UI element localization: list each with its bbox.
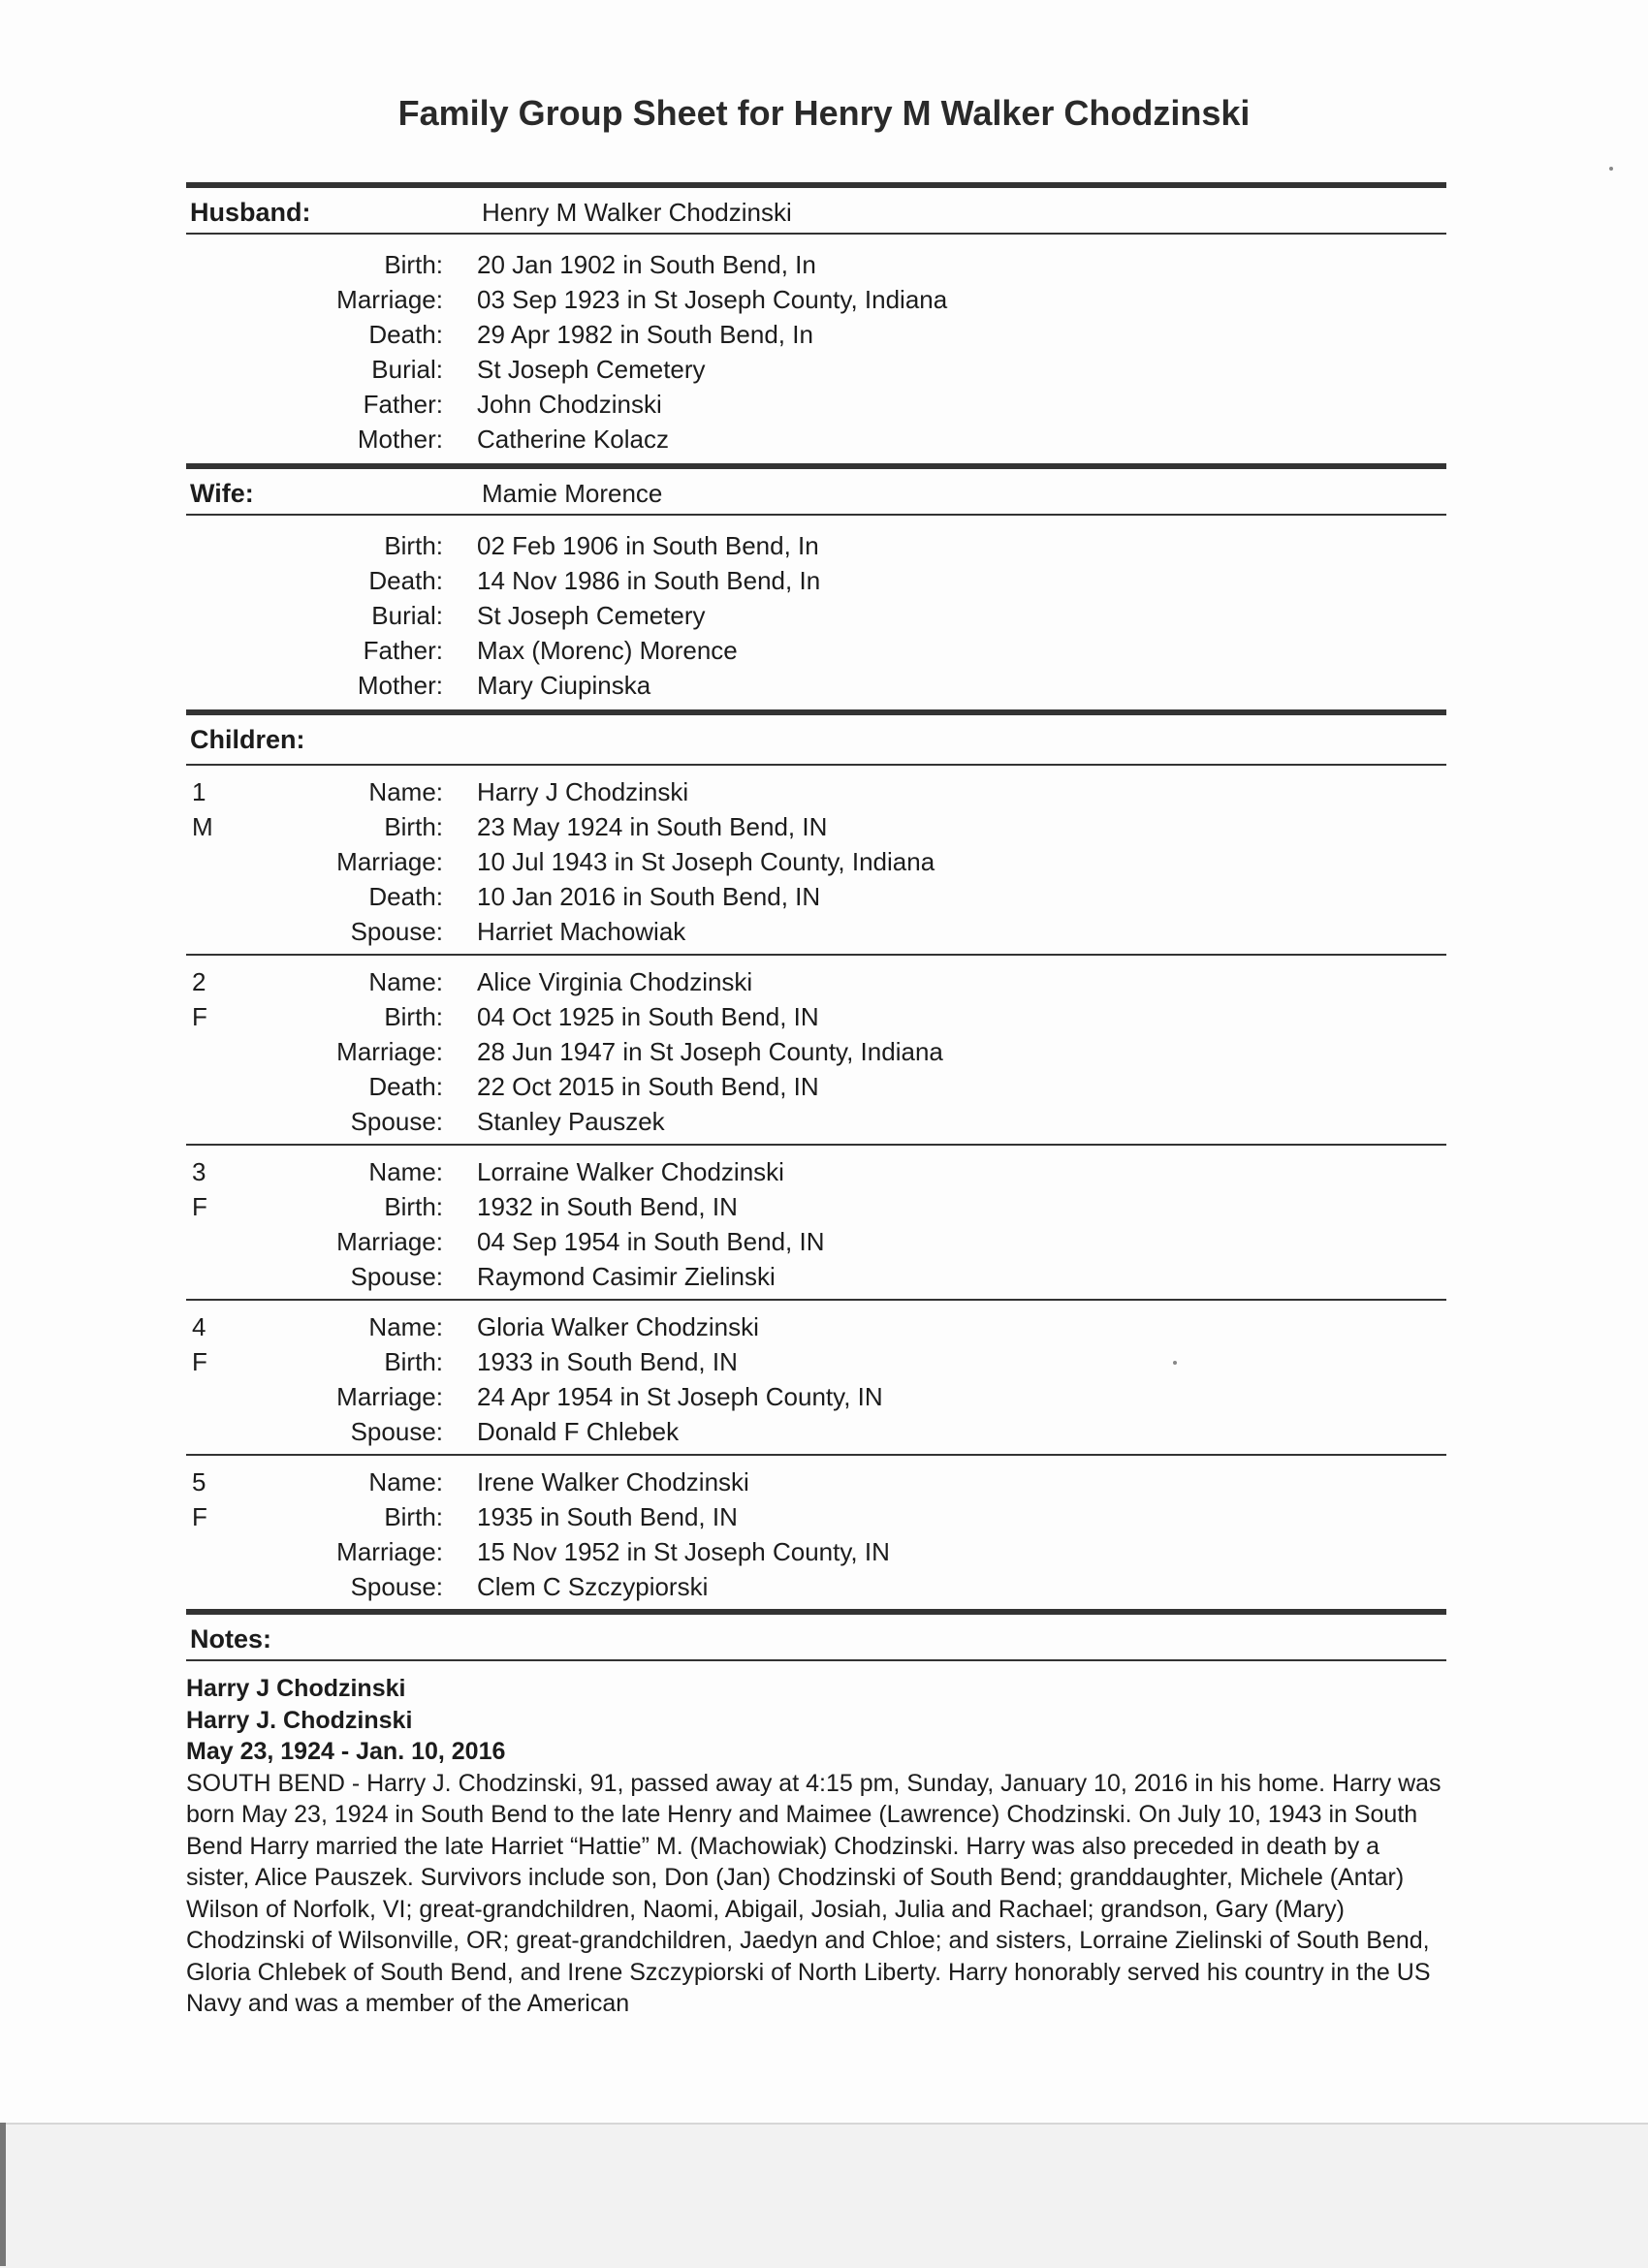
event-row (186, 667, 1446, 702)
event-row (186, 913, 1446, 948)
event-value: Stanley Pauszek (477, 1107, 665, 1136)
event-label: Name: (368, 777, 443, 806)
event-label: Death: (368, 882, 443, 911)
event-label: Mother: (357, 671, 443, 700)
event-row (186, 386, 1446, 421)
event-value: Irene Walker Chodzinski (477, 1467, 749, 1496)
child-sex: F (192, 1502, 207, 1531)
event-label: Birth: (384, 1002, 443, 1031)
scan-speck (1609, 167, 1613, 171)
event-label: Death: (368, 1072, 443, 1101)
event-label: Marriage: (336, 1382, 443, 1411)
event-value: Clem C Szczypiorski (477, 1572, 709, 1601)
event-label: Name: (368, 1467, 443, 1496)
child-sex: F (192, 1002, 207, 1031)
child-entry (186, 1146, 1446, 1299)
event-value: Mary Ciupinska (477, 671, 651, 700)
event-row (186, 597, 1446, 632)
children-header (186, 715, 1446, 764)
event-value: 10 Jul 1943 in St Joseph County, Indiana (477, 847, 935, 876)
child-entry (186, 1456, 1446, 1609)
event-row (186, 1308, 1446, 1343)
event-value: 23 May 1924 in South Bend, IN (477, 812, 828, 841)
event-value: Donald F Chlebek (477, 1417, 680, 1446)
child-number: 1 (192, 777, 206, 806)
child-entry (186, 956, 1446, 1144)
event-label: Marriage: (336, 1227, 443, 1256)
event-value: Lorraine Walker Chodzinski (477, 1157, 784, 1186)
event-row (186, 1103, 1446, 1138)
event-value: Catherine Kolacz (477, 425, 669, 454)
event-label: Father: (363, 636, 443, 665)
notes-header (186, 1615, 1446, 1659)
event-label: Mother: (357, 425, 443, 454)
event-value: John Chodzinski (477, 390, 662, 419)
event-label: Spouse: (350, 1572, 443, 1601)
event-row (186, 527, 1446, 562)
event-row (186, 808, 1446, 843)
notes-subject: Harry J Chodzinski (186, 1675, 406, 1702)
obituary-dates: May 23, 1924 - Jan. 10, 2016 (186, 1738, 506, 1765)
event-row (186, 1188, 1446, 1223)
event-value: 20 Jan 1902 in South Bend, In (477, 250, 816, 279)
event-row (186, 1378, 1446, 1413)
event-value: St Joseph Cemetery (477, 601, 706, 630)
event-row (186, 1413, 1446, 1448)
event-row (186, 246, 1446, 281)
event-value: 1933 in South Bend, IN (477, 1347, 738, 1376)
event-row (186, 562, 1446, 597)
event-label: Burial: (371, 601, 443, 630)
event-value: 14 Nov 1986 in South Bend, In (477, 566, 821, 595)
event-label: Birth: (384, 812, 443, 841)
event-row (186, 878, 1446, 913)
event-value: 22 Oct 2015 in South Bend, IN (477, 1072, 819, 1101)
family-group-sheet (186, 182, 1446, 2020)
event-value: 15 Nov 1952 in St Joseph County, IN (477, 1537, 890, 1566)
event-value: 29 Apr 1982 in South Bend, In (477, 320, 813, 349)
event-label: Burial: (371, 355, 443, 384)
event-label: Spouse: (350, 1107, 443, 1136)
event-value: 03 Sep 1923 in St Joseph County, Indiana (477, 285, 948, 314)
event-row (186, 1343, 1446, 1378)
event-label: Marriage: (336, 847, 443, 876)
scan-speck (1173, 1361, 1177, 1365)
event-label: Birth: (384, 1502, 443, 1531)
event-row (186, 281, 1446, 316)
child-entry (186, 1301, 1446, 1454)
event-row (186, 1464, 1446, 1498)
event-label: Birth: (384, 1347, 443, 1376)
event-label: Birth: (384, 1192, 443, 1221)
child-sex: F (192, 1347, 207, 1376)
event-row (186, 1498, 1446, 1533)
event-label: Spouse: (350, 1417, 443, 1446)
child-sex: F (192, 1192, 207, 1221)
event-row (186, 1568, 1446, 1603)
event-label: Spouse: (350, 917, 443, 946)
husband-header (186, 188, 1446, 233)
event-row (186, 1068, 1446, 1103)
event-row (186, 632, 1446, 667)
event-value: 04 Sep 1954 in South Bend, IN (477, 1227, 825, 1256)
event-value: Alice Virginia Chodzinski (477, 967, 753, 996)
event-label: Marriage: (336, 1537, 443, 1566)
notes-body (186, 1661, 1446, 2020)
event-row (186, 316, 1446, 351)
event-row (186, 1033, 1446, 1068)
child-number: 4 (192, 1312, 206, 1341)
event-row (186, 843, 1446, 878)
event-row (186, 998, 1446, 1033)
wife-header (186, 469, 1446, 514)
notes-label: Notes: (190, 1624, 272, 1654)
husband-label: Husband: (190, 198, 311, 227)
event-label: Name: (368, 1312, 443, 1341)
husband-name: Henry M Walker Chodzinski (482, 198, 792, 227)
child-number: 2 (192, 967, 206, 996)
event-value: Raymond Casimir Zielinski (477, 1262, 776, 1291)
child-number: 5 (192, 1467, 206, 1496)
obituary-heading: Harry J. Chodzinski (186, 1706, 413, 1734)
page-title: Family Group Sheet for Henry M Walker Chodzinski (397, 93, 1251, 133)
event-value: 1935 in South Bend, IN (477, 1502, 738, 1531)
wife-label: Wife: (190, 479, 254, 508)
event-value: Harry J Chodzinski (477, 777, 689, 806)
wife-events (186, 516, 1446, 709)
event-value: St Joseph Cemetery (477, 355, 706, 384)
event-row (186, 1258, 1446, 1293)
event-row (186, 773, 1446, 808)
event-row (186, 1153, 1446, 1188)
event-label: Marriage: (336, 285, 443, 314)
child-entry (186, 766, 1446, 954)
event-label: Birth: (384, 250, 443, 279)
event-row (186, 351, 1446, 386)
obituary-text: SOUTH BEND - Harry J. Chodzinski, 91, passed away at 4:15 pm, Sunday, January 10, 2016 in his home. Harry was born May 23, 1924 in South Bend to the late Henry and Maimee (Lawrence) Chodzinski. On July 10, 1943 in South Bend Harry married the late Harriet “Hattie” M. (Machowiak) Chodzinski. Harry was also preceded in death by a sister, Alice Pauszek. Survivors include son, Don (Jan) Chodzinski of South Bend; granddaughter, Michele (Antar) Wilson of Norfolk, VI; great-grandchildren, Naomi, Abigail, Josiah, Julia and Rachael; grandson, Gary (Mary) Chodzinski of Wilsonville, OR; great-grandchildren, Jaedyn and Chloe; and sisters, Lorraine Zielinski of South Bend, Gloria Chlebek of South Bend, and Irene Szczypiorski of North Liberty. Harry honorably served his country in the US Navy and was a member of the American (186, 1769, 1442, 2017)
child-number: 3 (192, 1157, 206, 1186)
event-value: 1932 in South Bend, IN (477, 1192, 738, 1221)
event-label: Spouse: (350, 1262, 443, 1291)
event-label: Marriage: (336, 1037, 443, 1066)
event-label: Name: (368, 967, 443, 996)
event-row (186, 963, 1446, 998)
child-sex: M (192, 812, 213, 841)
event-label: Death: (368, 320, 443, 349)
husband-events (186, 235, 1446, 463)
event-value: 10 Jan 2016 in South Bend, IN (477, 882, 821, 911)
event-label: Father: (363, 390, 443, 419)
event-value: 02 Feb 1906 in South Bend, In (477, 531, 819, 560)
event-value: 04 Oct 1925 in South Bend, IN (477, 1002, 819, 1031)
event-label: Death: (368, 566, 443, 595)
event-label: Birth: (384, 531, 443, 560)
event-value: Gloria Walker Chodzinski (477, 1312, 759, 1341)
wife-name: Mamie Morence (482, 479, 663, 508)
event-value: Max (Morenc) Morence (477, 636, 738, 665)
scan-margin (0, 2123, 1648, 2268)
event-row (186, 1223, 1446, 1258)
event-value: Harriet Machowiak (477, 917, 686, 946)
event-value: 28 Jun 1947 in St Joseph County, Indiana (477, 1037, 943, 1066)
event-row (186, 1533, 1446, 1568)
event-value: 24 Apr 1954 in St Joseph County, IN (477, 1382, 883, 1411)
event-row (186, 421, 1446, 456)
event-label: Name: (368, 1157, 443, 1186)
children-label: Children: (190, 725, 305, 754)
scan-edge (0, 2123, 6, 2266)
